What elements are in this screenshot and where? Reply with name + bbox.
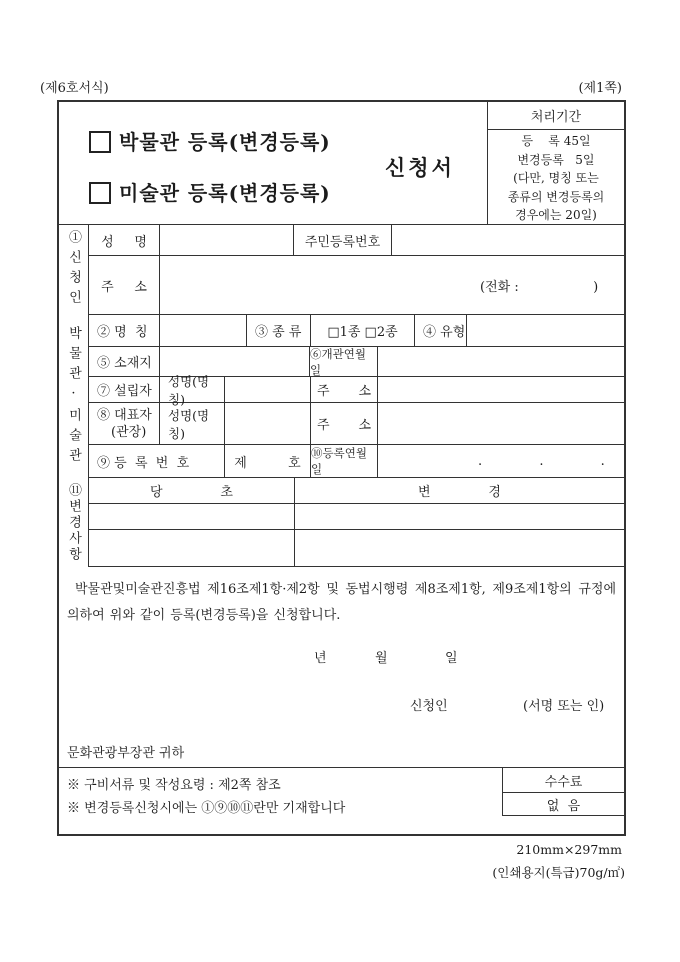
- applicant-name-label: 성 명: [89, 225, 160, 256]
- changes-after-field-2[interactable]: [295, 530, 624, 567]
- processing-line-1: 등 록 45일: [521, 134, 591, 148]
- application-title: 신청서: [385, 155, 455, 180]
- application-form: [57, 100, 626, 836]
- fee-box: [502, 768, 624, 816]
- registration-date-field[interactable]: [378, 445, 624, 478]
- founder-address-field[interactable]: [378, 377, 624, 403]
- applicant-name-field[interactable]: [160, 225, 294, 256]
- registration-date-dots: . . .: [478, 453, 607, 469]
- applicant-section-label: ①신청인: [66, 230, 81, 310]
- representative-label: [89, 403, 160, 445]
- founder-address-label: 주 소: [311, 377, 378, 403]
- representative-name-field[interactable]: [225, 403, 311, 445]
- statement-section: [59, 567, 624, 767]
- recipient-label: 문화관광부장관 귀하: [67, 746, 185, 761]
- date-day-label: 일: [445, 651, 458, 666]
- processing-line-4: 종류의 변경등록의: [507, 189, 605, 204]
- representative-name-label: 성명(명칭): [160, 403, 225, 445]
- changes-after-header: 변 경: [295, 478, 624, 504]
- date-month-label: 월: [375, 651, 388, 666]
- museum-name-field[interactable]: [160, 315, 247, 347]
- location-label: ⑤ 소재지: [89, 347, 160, 377]
- type-label: ④ 유형: [415, 315, 467, 347]
- type-field[interactable]: [467, 315, 624, 347]
- founder-label: ⑦ 설립자: [89, 377, 160, 403]
- note-documents: ※ 구비서류 및 작성요령 : 제2쪽 참조: [67, 778, 281, 793]
- date-year-label: 년: [314, 651, 327, 666]
- representative-label-line2: (관장): [111, 424, 147, 440]
- applicant-address-label: 주 소: [89, 256, 160, 315]
- changes-before-field-2[interactable]: [89, 530, 295, 567]
- founder-name-label: 성명(명칭): [160, 377, 225, 403]
- registration-no-unit: 제 호: [225, 445, 311, 478]
- registration-date-label: ⑩등록연월일: [311, 445, 378, 478]
- museum-registration-label: 박물관 등록(변경등록): [119, 130, 331, 154]
- gallery-registration-checkbox[interactable]: [89, 182, 111, 204]
- rrn-label: 주민등록번호: [294, 225, 392, 256]
- paper-size-label: 210mm×297mm: [516, 842, 622, 857]
- representative-address-label: 주 소: [311, 403, 378, 445]
- museum-section-header: [59, 315, 89, 478]
- applicant-address-field[interactable]: [160, 256, 624, 315]
- processing-line-5: 경우에는 20일): [515, 208, 597, 222]
- applicant-section-header: [59, 225, 89, 315]
- founder-name-field[interactable]: [225, 377, 311, 403]
- changes-after-field-1[interactable]: [295, 504, 624, 530]
- processing-line-3: (다만, 명칭 또는: [513, 171, 599, 185]
- signature-note: (서명 또는 인): [523, 699, 605, 714]
- gallery-registration-label: 미술관 등록(변경등록): [119, 181, 331, 205]
- fee-header: 수수료: [503, 768, 624, 793]
- changes-before-header: 당 초: [89, 478, 295, 504]
- museum-name-label: ② 명 칭: [89, 315, 160, 347]
- processing-period-details: [488, 132, 624, 225]
- rrn-field[interactable]: [392, 225, 624, 256]
- registration-no-label: ⑨ 등 록 번 호: [89, 445, 225, 478]
- processing-period-header: 처리기간: [487, 102, 624, 130]
- statement-text: 박물관및미술관진흥법 제16조제1항·제2항 및 동법시행령 제8조제1항, 제9조제1항의 규정에 의하여 위와 같이 등록(변경등록)을 신청합니다.: [67, 582, 616, 623]
- form-code-label: (제6호서식): [40, 81, 109, 96]
- fee-value: 없 음: [503, 793, 624, 816]
- page-number-label: (제1쪽): [578, 81, 622, 96]
- representative-label-line1: ⑧ 대표자: [97, 407, 152, 423]
- representative-address-field[interactable]: [378, 403, 624, 445]
- paper-spec-label: (인쇄용지(특급)70g/㎡): [492, 865, 625, 880]
- museum-section-label: 박물관·미술관: [66, 325, 81, 468]
- changes-section-header: [59, 478, 89, 567]
- applicant-signature-label: 신청인: [410, 699, 448, 714]
- notes-section: [59, 767, 624, 834]
- open-date-field[interactable]: [378, 347, 624, 377]
- changes-before-field-1[interactable]: [89, 504, 295, 530]
- kind-options[interactable]: □1종 □2종: [311, 315, 415, 347]
- open-date-label: ⑥개관연월일: [310, 347, 378, 377]
- phone-label: (전화 : ): [480, 279, 599, 295]
- changes-section-label: ⑪변경사항: [66, 482, 81, 563]
- museum-registration-checkbox[interactable]: [89, 131, 111, 153]
- kind-label: ③ 종 류: [247, 315, 311, 347]
- note-change-fields: ※ 변경등록신청시에는 ①⑨⑩⑪란만 기재합니다: [67, 801, 346, 816]
- processing-line-2: 변경등록 5일: [517, 152, 595, 167]
